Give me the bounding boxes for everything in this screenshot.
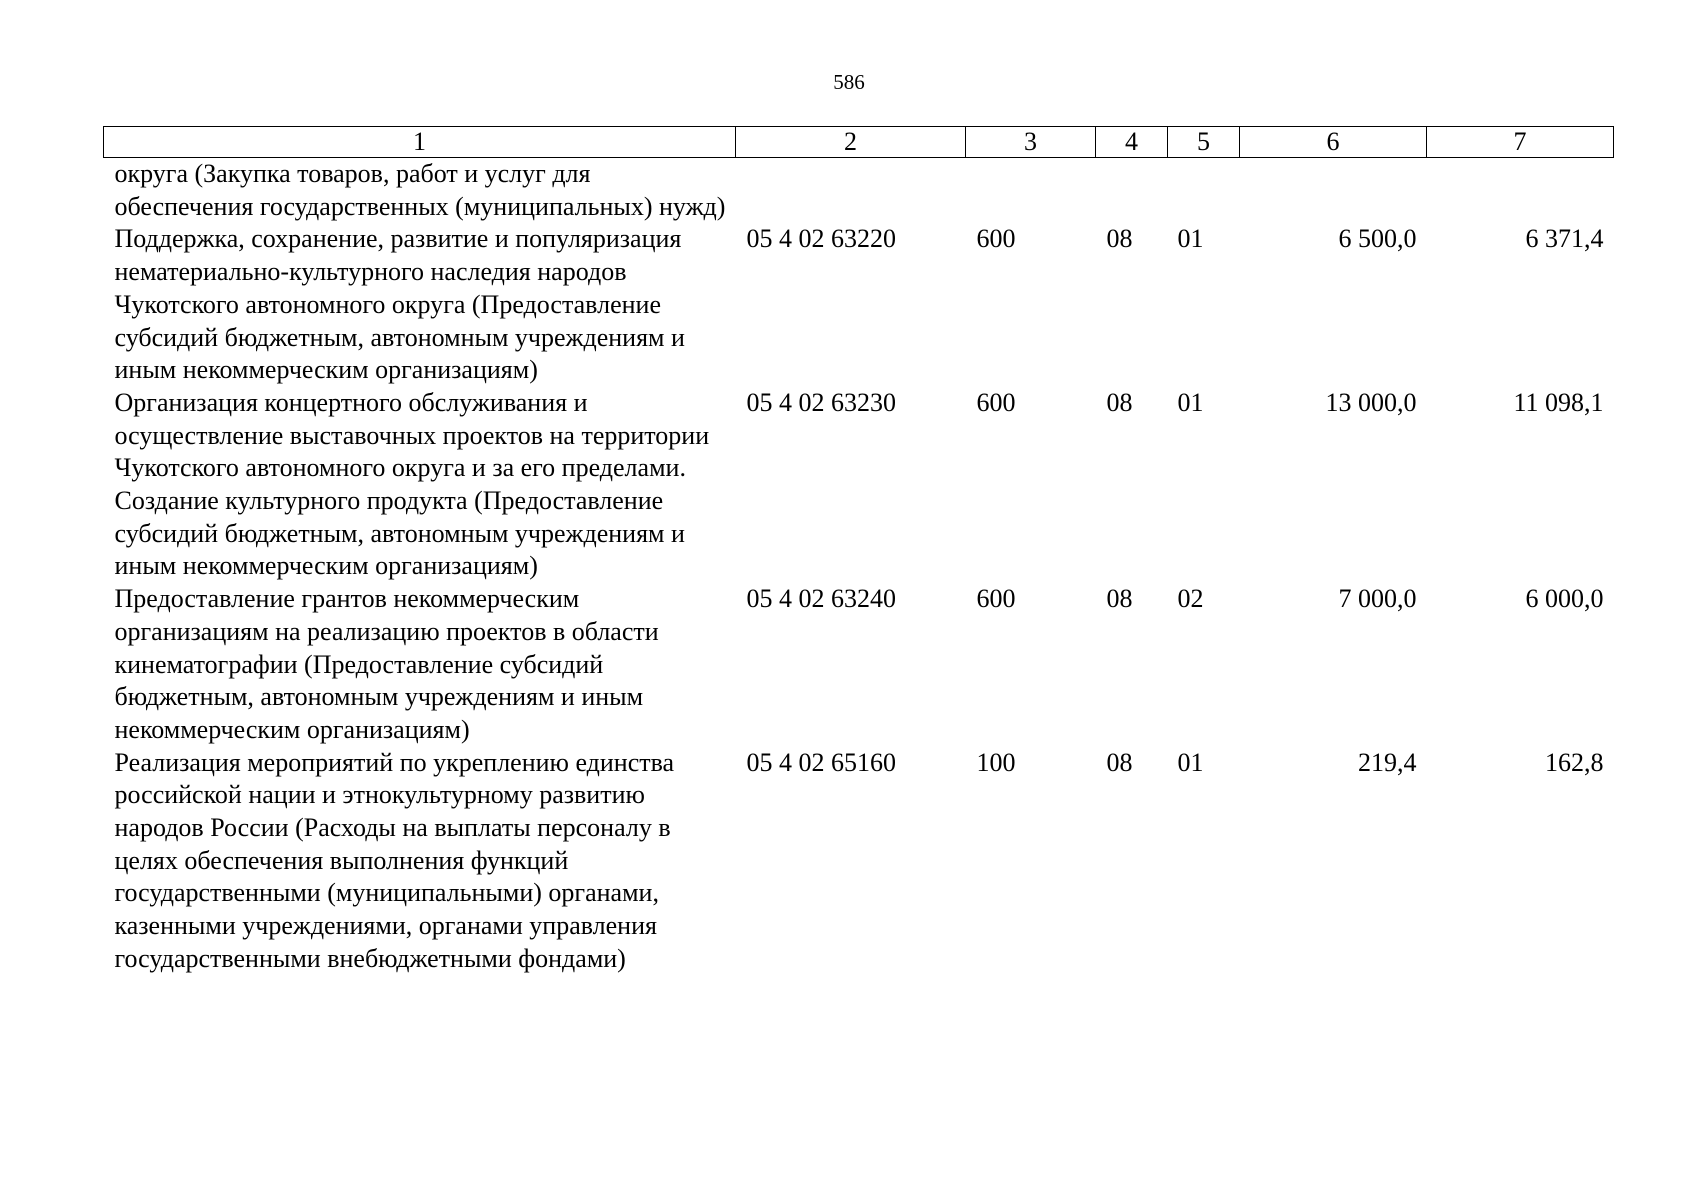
row-section-cell: 08 <box>1106 584 1133 614</box>
row-planned-cell: 7 000,0 <box>1338 584 1417 614</box>
row-section-cell: 08 <box>1106 224 1133 254</box>
column-header-3: 3 <box>966 127 1096 158</box>
row-code-cell <box>736 158 966 224</box>
row-executed-cell: 6 371,4 <box>1525 224 1604 254</box>
row-subsection-cell: 02 <box>1177 584 1204 614</box>
row-subsection-cell: 01 <box>1177 387 1204 417</box>
row-code-cell: 05 4 02 63220 <box>746 224 896 254</box>
table-row <box>104 583 1614 747</box>
header-row <box>104 127 1614 158</box>
page-number: 586 <box>833 70 865 94</box>
column-header-6: 6 <box>1240 127 1427 158</box>
table-body <box>104 158 1614 976</box>
column-header-7: 7 <box>1427 127 1614 158</box>
row-name-cell: Реализация мероприятий по укреплению единства российской нации и этнокультурному развитию народов России (Расходы на выплаты персоналу в целях обеспечения выполнения функций государственными (муниципальными) органами, казенными учреждениями, органами управления государственными внебюджетными фондами) <box>114 747 675 973</box>
row-name-cell: Предоставление грантов некоммерческим организациям на реализацию проектов в области кинематографии (Предоставление субсидий бюджетным, автономным учреждениям и иным некоммерческим организациям) <box>114 584 659 744</box>
row-executed-cell: 6 000,0 <box>1525 584 1604 614</box>
row-expense-type-cell <box>966 158 1096 224</box>
budget-table <box>103 126 1614 976</box>
row-code-cell: 05 4 02 63230 <box>746 387 896 417</box>
row-expense-type-cell: 600 <box>976 584 1016 614</box>
row-executed-cell: 162,8 <box>1545 747 1604 777</box>
row-code-cell: 05 4 02 63240 <box>746 584 896 614</box>
column-header-5: 5 <box>1168 127 1240 158</box>
row-planned-cell: 219,4 <box>1358 747 1417 777</box>
row-expense-type-cell: 600 <box>976 387 1016 417</box>
table-row <box>104 223 1614 387</box>
table-row <box>104 387 1614 583</box>
column-header-1: 1 <box>104 127 736 158</box>
row-subsection-cell: 01 <box>1177 747 1204 777</box>
row-section-cell: 08 <box>1106 387 1133 417</box>
row-section-cell <box>1096 158 1168 224</box>
row-subsection-cell <box>1168 158 1240 224</box>
row-planned-cell: 13 000,0 <box>1325 387 1417 417</box>
row-section-cell: 08 <box>1106 747 1133 777</box>
row-name-cell: округа (Закупка товаров, работ и услуг для обеспечения государственных (муниципальных) нужд) <box>114 159 726 221</box>
row-name-cell: Организация концертного обслуживания и осуществление выставочных проектов на территории Чукотского автономного округа и за его пределами. Создание культурного продукта (Предоставление субсидий бюджетным, автономным учреждениям и иным некоммерческим организациям) <box>114 387 710 581</box>
row-expense-type-cell: 100 <box>976 747 1016 777</box>
row-planned-cell: 6 500,0 <box>1338 224 1417 254</box>
column-header-2: 2 <box>736 127 966 158</box>
table-header <box>104 127 1614 158</box>
row-planned-cell <box>1240 158 1427 224</box>
column-header-4: 4 <box>1096 127 1168 158</box>
row-name-cell: Поддержка, сохранение, развитие и популяризация нематериально-культурного наследия народов Чукотского автономного округа (Предоставление субсидий бюджетным, автономным учреждениям и иным некоммерческим организациям) <box>114 224 685 385</box>
row-executed-cell <box>1427 158 1614 224</box>
row-subsection-cell: 01 <box>1177 224 1204 254</box>
row-expense-type-cell: 600 <box>976 224 1016 254</box>
table-row <box>104 747 1614 976</box>
row-code-cell: 05 4 02 65160 <box>746 747 896 777</box>
table-row <box>104 158 1614 224</box>
row-executed-cell: 11 098,1 <box>1513 387 1604 417</box>
